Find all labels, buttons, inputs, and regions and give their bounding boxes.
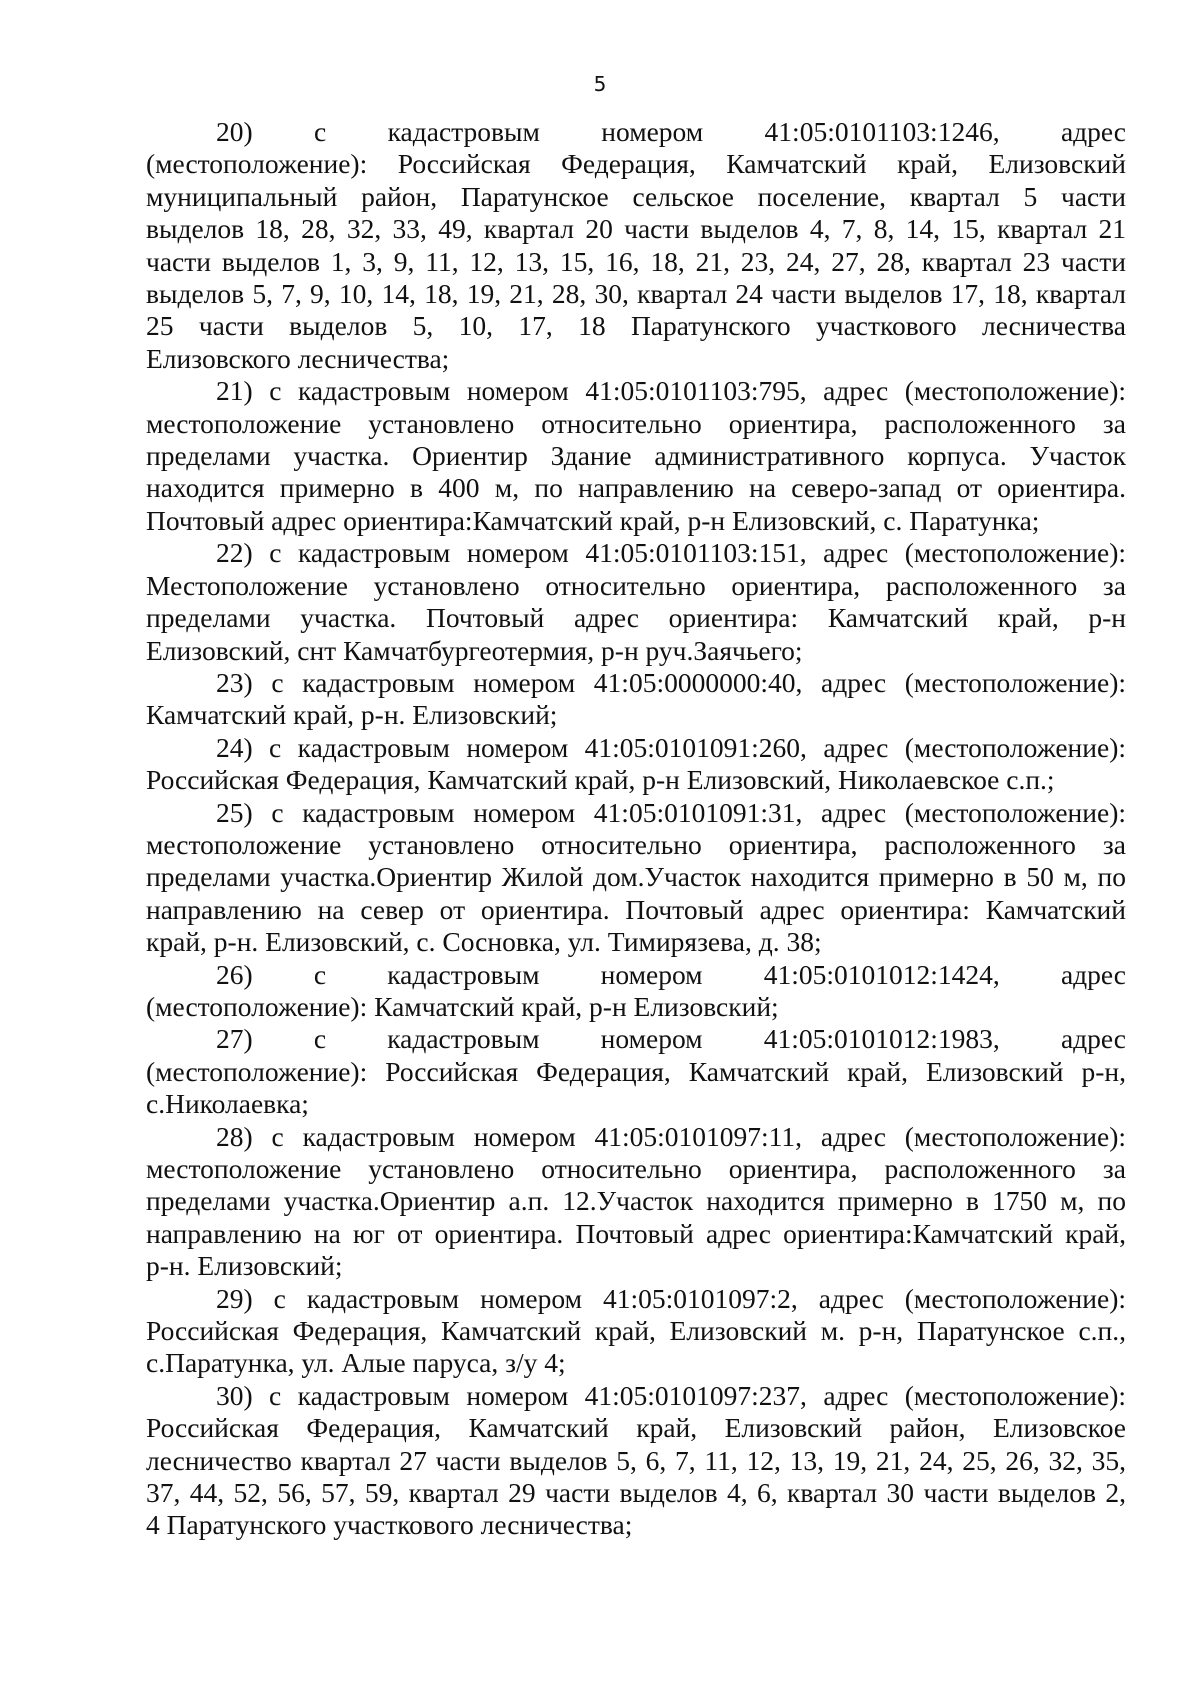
- text-line: выделов 5, 7, 9, 10, 14, 18, 19, 21, 28, 30, квартал 24 части выделов 17, 18, квартал: [146, 278, 1126, 310]
- text-line: направлению на юг от ориентира. Почтовый адрес ориентира:Камчатский край,: [146, 1217, 1126, 1249]
- text-line: 24) с кадастровым номером 41:05:0101091:260, адрес (местоположение):: [216, 731, 1126, 763]
- list-item: [146, 732, 1126, 797]
- text-line: край, р-н. Елизовский, с. Сосновка, ул. Тимирязева, д. 38;: [146, 926, 822, 958]
- text-line: Российская Федерация, Камчатский край, Елизовский м. р-н, Паратунское с.п.,: [146, 1315, 1126, 1347]
- text-line: (местоположение): Камчатский край, р-н Елизовский;: [146, 990, 779, 1022]
- text-line: 22) с кадастровым номером 41:05:0101103:151, адрес (местоположение):: [216, 537, 1126, 569]
- text-line: пределами участка.Ориентир а.п. 12.Участок находится примерно в 1750 м, по: [146, 1185, 1126, 1217]
- text-line: 25 части выделов 5, 10, 17, 18 Паратунского участкового лесничества: [146, 310, 1126, 342]
- text-line: Почтовый адрес ориентира:Камчатский край, р-н Елизовский, с. Паратунка;: [146, 504, 1040, 536]
- text-line: муниципальный район, Паратунское сельское поселение, квартал 5 части: [146, 180, 1126, 212]
- text-line: 27) с кадастровым номером 41:05:0101012:1983, адрес: [216, 1023, 1126, 1055]
- list-item: [146, 116, 1126, 375]
- page-number: 5: [593, 72, 607, 96]
- text-line: (местоположение): Российская Федерация, Камчатский край, Елизовский: [146, 148, 1126, 180]
- text-line: находится примерно в 400 м, по направлению на северо-запад от ориентира.: [146, 472, 1126, 504]
- text-line: 25) с кадастровым номером 41:05:0101091:31, адрес (местоположение):: [216, 796, 1126, 828]
- text-line: части выделов 1, 3, 9, 11, 12, 13, 15, 16, 18, 21, 23, 24, 27, 28, квартал 23 части: [146, 245, 1126, 277]
- text-line: р-н. Елизовский;: [146, 1250, 343, 1282]
- text-line: с.Николаевка;: [146, 1088, 309, 1120]
- text-line: 28) с кадастровым номером 41:05:0101097:11, адрес (местоположение):: [216, 1120, 1126, 1152]
- text-line: выделов 18, 28, 32, 33, 49, квартал 20 части выделов 4, 7, 8, 14, 15, квартал 21: [146, 213, 1126, 245]
- list-item: [146, 375, 1126, 537]
- text-line: 20) с кадастровым номером 41:05:0101103:1246, адрес: [216, 116, 1126, 147]
- list-item: [146, 1121, 1126, 1283]
- text-line: 37, 44, 52, 56, 57, 59, квартал 29 части выделов 4, 6, квартал 30 части выделов 2,: [146, 1477, 1126, 1509]
- document-body: [146, 116, 1126, 1542]
- text-line: Местоположение установлено относительно ориентира, расположенного за: [146, 569, 1126, 601]
- text-line: 30) с кадастровым номером 41:05:0101097:237, адрес (местоположение):: [216, 1379, 1126, 1411]
- list-item: [146, 959, 1126, 1024]
- text-line: (местоположение): Российская Федерация, Камчатский край, Елизовский р-н,: [146, 1055, 1126, 1087]
- text-line: лесничество квартал 27 части выделов 5, 6, 7, 11, 12, 13, 19, 21, 24, 25, 26, 32, 35,: [146, 1444, 1126, 1476]
- text-line: 26) с кадастровым номером 41:05:0101012:1424, адрес: [216, 958, 1126, 990]
- text-line: Российская Федерация, Камчатский край, р-н Елизовский, Николаевское с.п.;: [146, 764, 1055, 796]
- text-line: 29) с кадастровым номером 41:05:0101097:2, адрес (местоположение):: [216, 1282, 1126, 1314]
- text-line: 4 Паратунского участкового лесничества;: [146, 1509, 633, 1541]
- list-item: [146, 1023, 1126, 1120]
- list-item: [146, 1380, 1126, 1542]
- text-line: Елизовский, снт Камчатбургеотермия, р-н руч.Заячьего;: [146, 634, 803, 666]
- text-line: Российская Федерация, Камчатский край, Елизовский район, Елизовское: [146, 1412, 1126, 1444]
- list-item: [146, 537, 1126, 667]
- list-item: [146, 1283, 1126, 1380]
- text-line: пределами участка. Почтовый адрес ориентира: Камчатский край, р-н: [146, 602, 1126, 634]
- list-item: [146, 667, 1126, 732]
- text-line: 23) с кадастровым номером 41:05:0000000:40, адрес (местоположение):: [216, 666, 1126, 698]
- text-line: местоположение установлено относительно ориентира, расположенного за: [146, 407, 1126, 439]
- text-line: пределами участка.Ориентир Жилой дом.Участок находится примерно в 50 м, по: [146, 861, 1126, 893]
- text-line: пределами участка. Ориентир Здание административного корпуса. Участок: [146, 440, 1126, 472]
- text-line: направлению на север от ориентира. Почтовый адрес ориентира: Камчатский: [146, 893, 1126, 925]
- text-line: местоположение установлено относительно ориентира, расположенного за: [146, 828, 1126, 860]
- text-line: Елизовского лесничества;: [146, 342, 450, 374]
- text-line: Камчатский край, р-н. Елизовский;: [146, 699, 558, 731]
- text-line: 21) с кадастровым номером 41:05:0101103:795, адрес (местоположение):: [216, 375, 1126, 407]
- list-item: [146, 797, 1126, 959]
- text-line: с.Паратунка, ул. Алые паруса, з/у 4;: [146, 1347, 566, 1379]
- text-line: местоположение установлено относительно ориентира, расположенного за: [146, 1153, 1126, 1184]
